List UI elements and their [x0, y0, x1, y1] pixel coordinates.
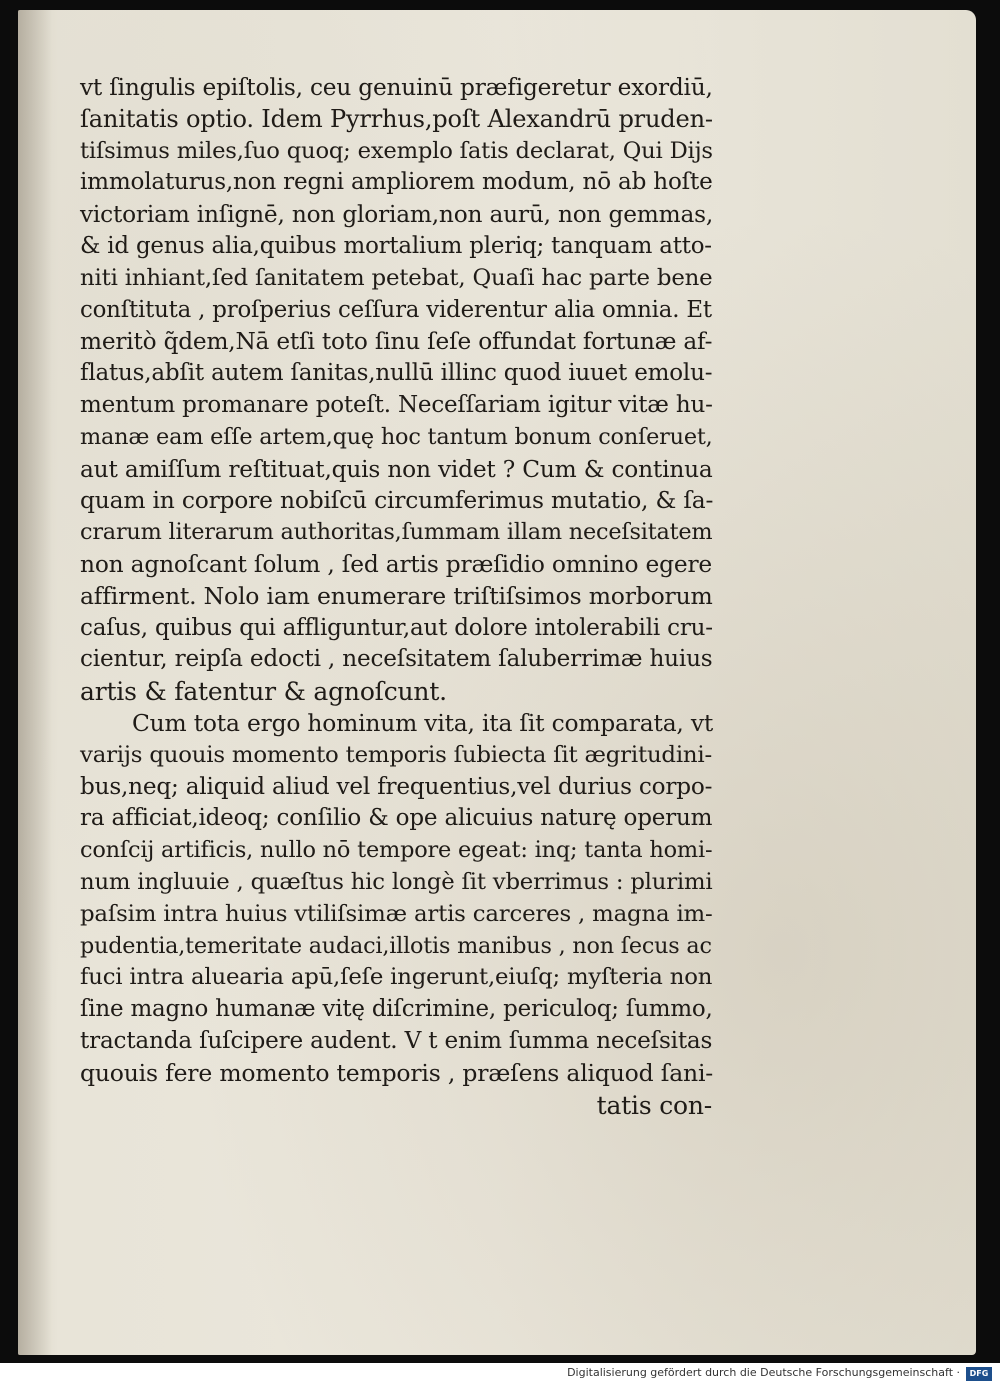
text-line: immolaturus,non regni ampliorem modum, nō ab hoſte — [80, 169, 713, 196]
text-line: ra afficiat,ideoq; conſilio & ope alicuius naturę operum — [80, 805, 713, 832]
text-line: victoriam inſignē, non gloriam,non aurū, non gemmas, — [80, 201, 714, 229]
funding-credit-text: Digitalisierung gefördert durch die Deutsche Forschungsgemeinschaft · — [567, 1366, 960, 1379]
text-line: fuci intra aluearia apū,ſeſe ingerunt,eiuſq; myſteria non — [80, 964, 713, 991]
text-line: varijs quouis momento temporis ſubiecta ſit ægritudini- — [80, 741, 713, 768]
text-line: pudentia,temeritate audaci,illotis manibus , non ſecus ac — [80, 932, 712, 959]
text-line: caſus, quibus qui affliguntur,aut dolore intolerabili cru- — [80, 614, 713, 641]
text-line: vt ſingulis epiſtolis, ceu genuinū præfigeretur exordiū, — [80, 74, 713, 101]
dfg-logo: DFG — [966, 1367, 992, 1381]
text-line: crarum literarum authoritas,ſummam illam neceſsitatem — [80, 519, 713, 546]
text-line: cientur, reipſa edocti , neceſsitatem ſaluberrimæ huius — [80, 646, 713, 673]
text-line: manæ eam eſſe artem,quę hoc tantum bonum conſeruet, — [80, 423, 713, 450]
latin-text-block — [80, 72, 720, 1121]
text-line: meritò q̃dem,Nā etſi toto ſinu ſeſe offundat fortunæ af- — [80, 328, 713, 356]
text-line: & id genus alia,quibus mortalium pleriq; tanquam atto- — [80, 232, 712, 259]
text-line: conſcij artificis, nullo nō tempore egeat: inq; tanta homi- — [80, 837, 713, 864]
text-line: conſtituta , proſperius ceſſura viderentur alia omnia. Et — [80, 296, 712, 323]
digitization-footer — [0, 1363, 1000, 1385]
text-line: quam in corpore nobiſcū circumferimus mutatio, & ſa- — [80, 486, 714, 515]
text-line: quouis fere momento temporis , præſens aliquod ſani- — [80, 1058, 714, 1087]
text-line: niti inhiant,ſed ſanitatem petebat, Quaſi hac parte bene — [80, 264, 713, 291]
text-line: bus,neq; aliquid aliud vel frequentius,vel durius corpo- — [80, 773, 713, 800]
binding-gutter-shadow — [18, 10, 52, 1355]
text-line: flatus,abſit autem ſanitas,nullū illinc quod iuuet emolu- — [80, 360, 713, 387]
catchword-line: tatis con- — [596, 1090, 712, 1120]
text-line: ſanitatis optio. Idem Pyrrhus,poſt Alexandrū pruden- — [80, 104, 713, 133]
text-line: num ingluuie , quæſtus hic longè ſit vberrimus : plurimi — [80, 868, 713, 895]
text-line: tiſsimus miles,ſuo quoq; exemplo ſatis declarat, Qui Dijs — [80, 137, 713, 164]
text-line: non agnoſcant ſolum , ſed artis præſidio omnino egere — [80, 550, 713, 578]
text-line: mentum promanare poteſt. Neceſſariam igitur vitæ hu- — [80, 391, 713, 418]
text-line: affirment. Nolo iam enumerare triſtiſsimos morborum — [80, 581, 713, 610]
text-line: aut amiſſum reſtituat,quis non videt ? Cum & continua — [80, 455, 713, 483]
text-line: paſsim intra huius vtiliſsimæ artis carceres , magna im- — [80, 900, 713, 927]
text-line: ſine magno humanæ vitę diſcrimine, periculoq; ſummo, — [80, 996, 713, 1023]
paragraph-first-line: Cum tota ergo hominum vita, ita ſit comparata, vt — [132, 708, 714, 737]
text-line: artis & fatentur & agnoſcunt. — [80, 677, 447, 707]
text-line: tractanda ſuſcipere audent. V t enim ſumma neceſsitas — [80, 1027, 713, 1054]
